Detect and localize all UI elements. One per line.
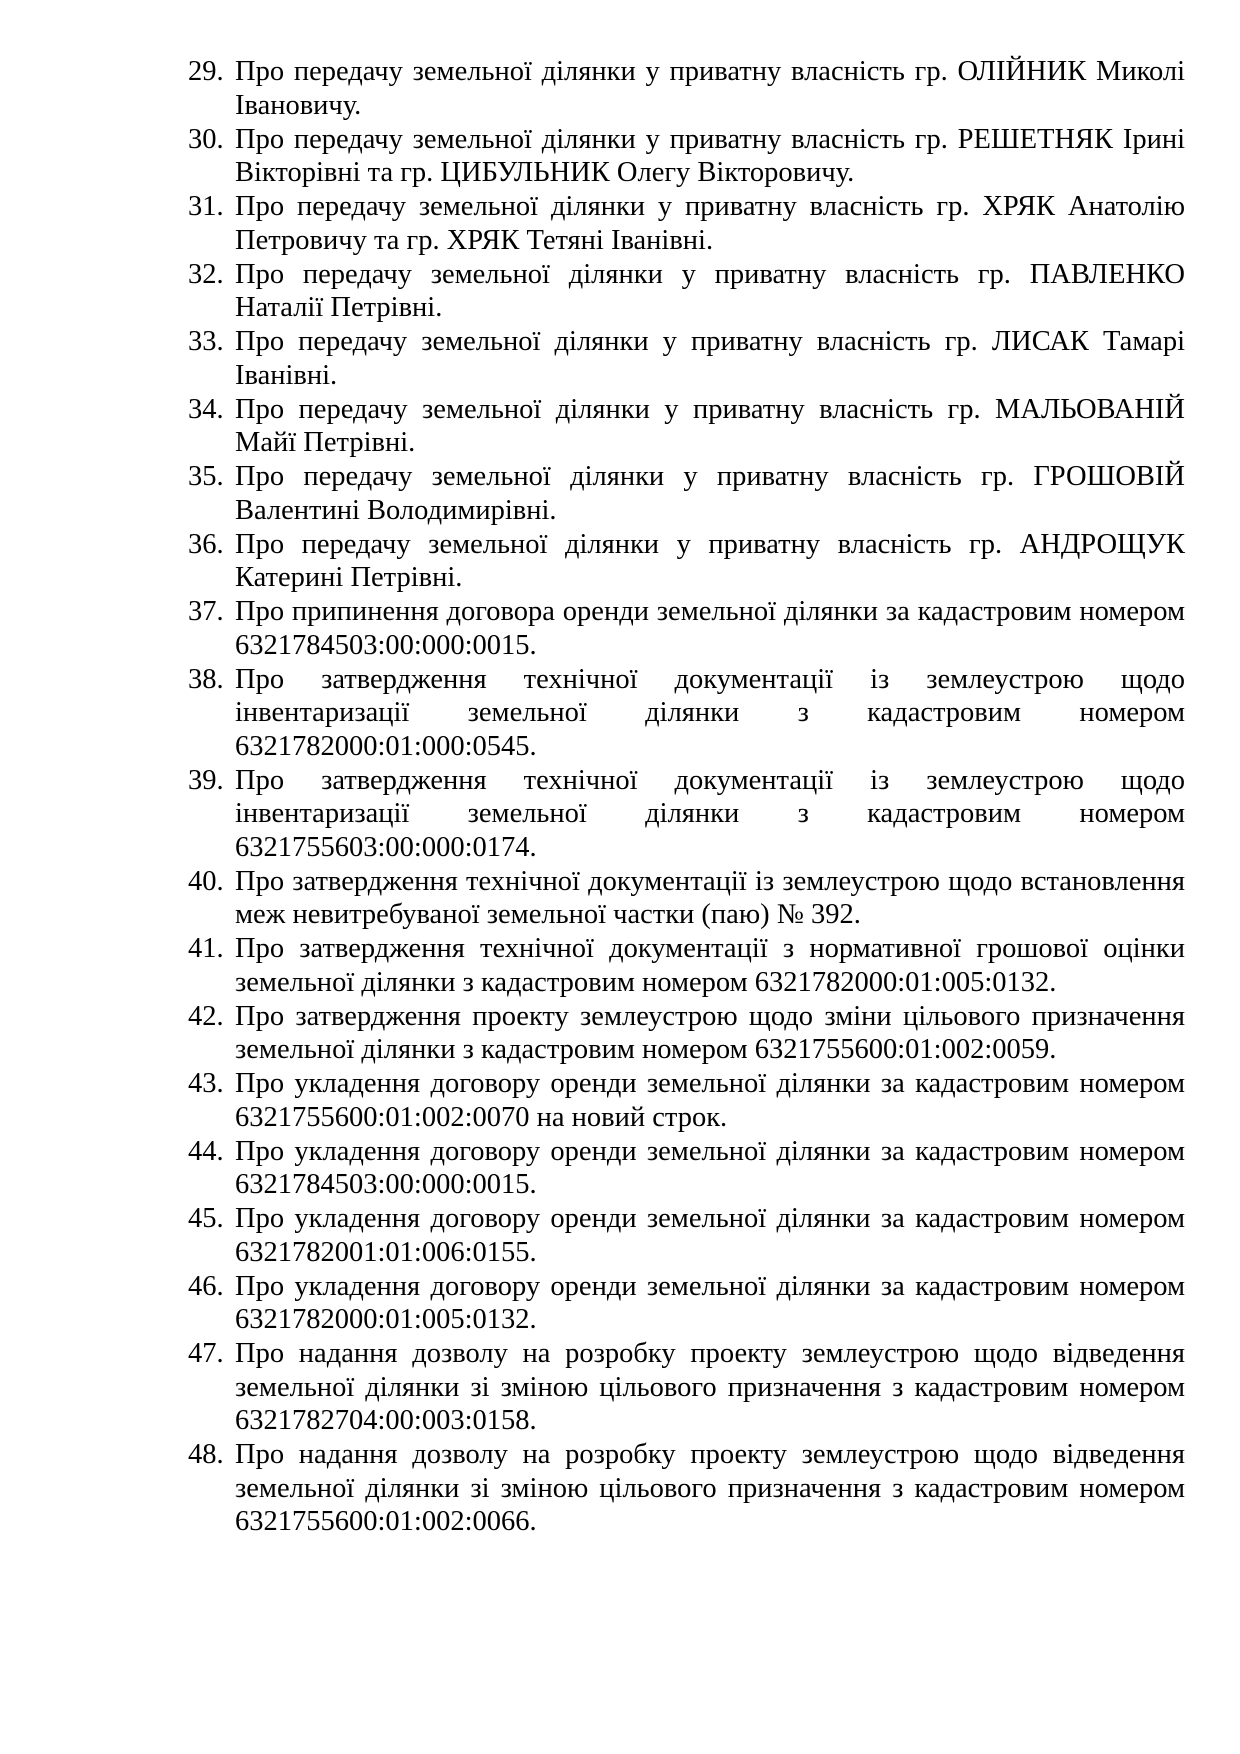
- agenda-item-48: [188, 1438, 1185, 1539]
- agenda-item-45: [188, 1202, 1185, 1269]
- agenda-item-46: [188, 1270, 1185, 1337]
- item-text: Про передачу земельної ділянки у приватну власність гр. АНДРОЩУК Катерині Петрівні.: [235, 528, 1185, 593]
- item-number: 42.: [188, 1000, 224, 1032]
- item-text: Про укладення договору оренди земельної ділянки за кадастровим номером 6321755600:01:002:0070 на новий строк.: [235, 1068, 1185, 1133]
- item-number: 38.: [188, 663, 224, 695]
- agenda-item-41: [188, 932, 1185, 999]
- item-text: Про передачу земельної ділянки у приватну власність гр. ОЛІЙНИК Миколі Івановичу.: [235, 56, 1185, 121]
- item-number: 39.: [188, 764, 224, 796]
- agenda-item-43: [188, 1067, 1185, 1134]
- item-text: Про затвердження технічної документації з нормативної грошової оцінки земельної ділянки з кадастровим номером 6321782000:01:005:0132.: [235, 933, 1185, 998]
- item-number: 36.: [188, 528, 224, 560]
- agenda-item-40: [188, 865, 1185, 932]
- item-text: Про укладення договору оренди земельної ділянки за кадастровим номером 6321784503:00:000:0015.: [235, 1135, 1185, 1200]
- item-text: Про укладення договору оренди земельної ділянки за кадастровим номером 6321782000:01:005:0132.: [235, 1270, 1185, 1335]
- item-number: 41.: [188, 933, 224, 964]
- agenda-item-36: [188, 528, 1185, 595]
- agenda-item-29: [188, 55, 1185, 122]
- agenda-item-32: [188, 258, 1185, 325]
- item-number: 45.: [188, 1203, 224, 1234]
- item-text: Про затвердження проекту землеустрою щодо зміни цільового призначення земельної ділянки з кадастровим номером 6321755600:01:002:0059.: [235, 1000, 1185, 1065]
- item-number: 46.: [188, 1270, 224, 1302]
- item-text: Про передачу земельної ділянки у приватну власність гр. РЕШЕТНЯК Ірині Вікторівні та гр. ЦИБУЛЬНИК Олегу Вікторовичу.: [235, 123, 1185, 188]
- item-text: Про передачу земельної ділянки у приватну власність гр. ПАВЛЕНКО Наталії Петрівні.: [235, 258, 1185, 323]
- agenda-item-39: [188, 764, 1185, 865]
- agenda-item-44: [188, 1135, 1185, 1202]
- item-number: 44.: [188, 1135, 224, 1167]
- agenda-item-33: [188, 325, 1185, 392]
- item-number: 43.: [188, 1068, 224, 1099]
- item-number: 37.: [188, 596, 224, 627]
- item-text: Про передачу земельної ділянки у приватну власність гр. ГРОШОВІЙ Валентині Володимирівні.: [235, 461, 1185, 526]
- item-text: Про передачу земельної ділянки у приватну власність гр. ЛИСАК Тамарі Іванівні.: [235, 326, 1185, 391]
- item-number: 33.: [188, 326, 224, 357]
- item-text: Про передачу земельної ділянки у приватну власність гр. ХРЯК Анатолію Петровичу та гр. ХРЯК Тетяні Іванівні.: [235, 191, 1185, 256]
- item-number: 31.: [188, 191, 224, 222]
- agenda-item-35: [188, 460, 1185, 527]
- item-number: 32.: [188, 258, 224, 290]
- agenda-item-47: [188, 1337, 1185, 1438]
- item-text: Про укладення договору оренди земельної ділянки за кадастровим номером 6321782001:01:006:0155.: [235, 1203, 1185, 1268]
- item-number: 30.: [188, 123, 224, 155]
- item-text: Про передачу земельної ділянки у приватну власність гр. МАЛЬОВАНІЙ Майї Петрівні.: [235, 393, 1185, 458]
- item-number: 35.: [188, 461, 224, 492]
- item-text: Про затвердження технічної документації із землеустрою щодо інвентаризації земельної ділянки з кадастровим номером 6321782000:01:000:0545.: [235, 663, 1185, 762]
- agenda-item-30: [188, 123, 1185, 190]
- item-number: 47.: [188, 1338, 224, 1369]
- item-number: 34.: [188, 393, 224, 425]
- item-text: Про затвердження технічної документації із землеустрою щодо інвентаризації земельної ділянки з кадастровим номером 6321755603:00:000:0174.: [235, 764, 1185, 863]
- item-number: 40.: [188, 865, 224, 897]
- item-text: Про затвердження технічної документації із землеустрою щодо встановлення меж невитребуваної земельної частки (паю) № 392.: [235, 865, 1185, 930]
- item-text: Про надання дозволу на розробку проекту землеустрою щодо відведення земельної ділянки зі зміною цільового призначення з кадастровим номером 6321782704:00:003:0158.: [235, 1338, 1185, 1436]
- item-number: 29.: [188, 56, 224, 87]
- item-text: Про припинення договора оренди земельної ділянки за кадастровим номером 6321784503:00:000:0015.: [235, 596, 1185, 661]
- item-number: 48.: [188, 1439, 224, 1470]
- agenda-item-34: [188, 393, 1185, 460]
- agenda-item-37: [188, 595, 1185, 662]
- agenda-item-42: [188, 1000, 1185, 1067]
- agenda-list: [188, 55, 1185, 1539]
- agenda-item-31: [188, 190, 1185, 257]
- item-text: Про надання дозволу на розробку проекту землеустрою щодо відведення земельної ділянки зі зміною цільового призначення з кадастровим номером 6321755600:01:002:0066.: [235, 1439, 1185, 1537]
- agenda-item-38: [188, 663, 1185, 764]
